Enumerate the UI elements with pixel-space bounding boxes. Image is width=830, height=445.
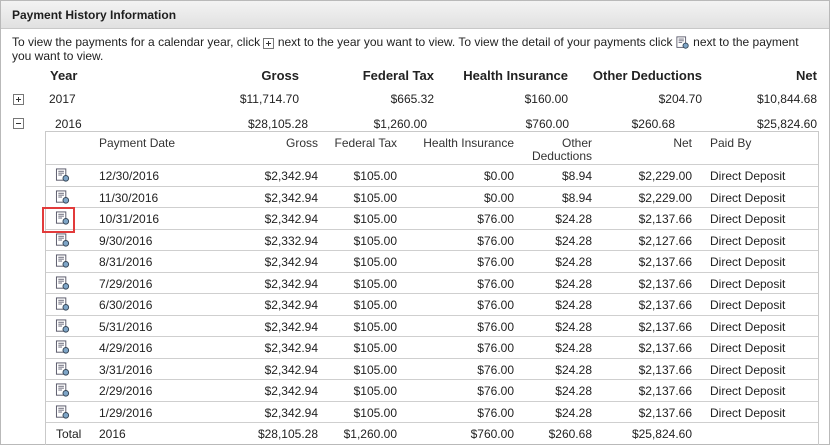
instructions-part2: next to the year you want to view. To view the detail of your payments click xyxy=(277,35,673,50)
payment-gross: $2,342.94 xyxy=(264,212,318,226)
table-row xyxy=(46,401,818,423)
payment-federal-tax: $105.00 xyxy=(353,190,397,205)
year-gross: $28,105.28 xyxy=(247,117,308,131)
col-header-net: Net xyxy=(796,68,817,83)
payment-health-insurance: $76.00 xyxy=(477,384,514,398)
payment-federal-tax: $105.00 xyxy=(353,384,397,398)
payment-federal-tax: $105.00 xyxy=(353,255,397,269)
detail-header-other-line1: Other xyxy=(561,136,592,150)
total-label: Total xyxy=(56,427,82,441)
detail-header-health-insurance: Health Insurance xyxy=(423,136,514,150)
table-row xyxy=(46,186,818,208)
table-row xyxy=(46,358,818,380)
payment-federal-tax: $105.00 xyxy=(353,362,397,377)
payment-gross: $2,342.94 xyxy=(264,319,318,334)
payment-health-insurance: $76.00 xyxy=(477,341,514,355)
year-label[interactable]: 2017 xyxy=(49,92,76,106)
payment-other-deductions: $24.28 xyxy=(555,255,592,269)
payment-gross: $2,342.94 xyxy=(264,276,318,291)
payment-date: 7/29/2016 xyxy=(99,276,153,291)
payment-net: $2,137.66 xyxy=(638,276,692,291)
payment-date: 4/29/2016 xyxy=(99,341,153,355)
total-gross: $28,105.28 xyxy=(257,427,318,441)
payment-federal-tax: $105.00 xyxy=(353,298,397,312)
payment-health-insurance: $0.00 xyxy=(483,190,514,205)
year-federal-tax: $1,260.00 xyxy=(373,117,427,131)
year-other-deductions: $204.70 xyxy=(658,92,702,106)
payment-paid-by: Direct Deposit xyxy=(710,362,786,377)
payment-gross: $2,332.94 xyxy=(264,233,318,248)
payment-net: $2,229.00 xyxy=(638,169,692,183)
total-health-insurance: $760.00 xyxy=(470,427,514,441)
payment-gross: $2,342.94 xyxy=(264,405,318,420)
document-detail-icon[interactable] xyxy=(55,190,71,205)
document-detail-icon[interactable] xyxy=(55,168,71,183)
payment-date: 9/30/2016 xyxy=(99,233,153,248)
payment-net: $2,137.66 xyxy=(638,319,692,334)
instructions-part3: next to the payment you want to view. xyxy=(12,35,799,63)
table-row xyxy=(46,164,818,186)
payment-health-insurance: $76.00 xyxy=(477,233,514,248)
detail-header-federal-tax: Federal Tax xyxy=(334,136,397,150)
payment-paid-by: Direct Deposit xyxy=(710,276,786,291)
detail-header-payment-date: Payment Date xyxy=(99,136,176,150)
year-label[interactable]: 2016 xyxy=(55,117,82,131)
payment-other-deductions: $24.28 xyxy=(555,276,592,291)
table-row xyxy=(46,293,818,315)
instructions-part1: To view the payments for a calendar year, click xyxy=(12,35,261,50)
payment-federal-tax: $105.00 xyxy=(353,341,397,355)
payment-date: 11/30/2016 xyxy=(99,190,159,205)
payment-health-insurance: $76.00 xyxy=(477,405,514,420)
payment-paid-by: Direct Deposit xyxy=(710,190,786,205)
document-detail-icon[interactable] xyxy=(55,319,71,334)
payment-other-deductions: $24.28 xyxy=(555,319,592,334)
col-header-federal-tax: Federal Tax xyxy=(362,68,434,83)
payment-federal-tax: $105.00 xyxy=(353,169,397,183)
payment-other-deductions: $24.28 xyxy=(555,298,592,312)
table-row xyxy=(46,250,818,272)
collapse-icon[interactable] xyxy=(13,118,24,129)
col-header-gross: Gross xyxy=(261,68,299,83)
payment-gross: $2,342.94 xyxy=(264,255,318,269)
year-federal-tax: $665.32 xyxy=(390,92,434,106)
total-net: $25,824.60 xyxy=(631,427,692,441)
detail-header-other-deductions xyxy=(526,137,592,163)
payment-net: $2,137.66 xyxy=(638,298,692,312)
document-detail-icon[interactable] xyxy=(55,254,71,269)
panel-title: Payment History Information xyxy=(12,8,177,22)
table-row xyxy=(46,315,818,337)
payment-paid-by: Direct Deposit xyxy=(710,233,786,248)
payment-federal-tax: $105.00 xyxy=(353,276,397,291)
payment-health-insurance: $76.00 xyxy=(477,212,514,226)
payment-net: $2,137.66 xyxy=(638,255,692,269)
payment-other-deductions: $24.28 xyxy=(555,341,592,355)
document-detail-icon[interactable] xyxy=(55,383,71,398)
payment-date: 1/29/2016 xyxy=(99,405,153,420)
payment-paid-by: Direct Deposit xyxy=(710,405,786,420)
payment-date: 8/31/2016 xyxy=(99,255,153,269)
payment-health-insurance: $76.00 xyxy=(477,255,514,269)
expand-icon[interactable] xyxy=(13,94,24,105)
payment-other-deductions: $24.28 xyxy=(555,405,592,420)
payment-gross: $2,342.94 xyxy=(264,169,318,183)
table-row xyxy=(46,272,818,294)
document-detail-icon[interactable] xyxy=(55,340,71,355)
detail-header-paid-by: Paid By xyxy=(710,136,752,150)
payment-paid-by: Direct Deposit xyxy=(710,255,786,269)
payment-health-insurance: $0.00 xyxy=(483,169,514,183)
payment-paid-by: Direct Deposit xyxy=(710,169,786,183)
year-net: $25,824.60 xyxy=(756,117,817,131)
payment-net: $2,137.66 xyxy=(638,341,692,355)
payment-paid-by: Direct Deposit xyxy=(710,341,786,355)
payment-other-deductions: $8.94 xyxy=(561,169,592,183)
payment-other-deductions: $24.28 xyxy=(555,233,592,248)
year-health-insurance: $760.00 xyxy=(525,117,569,131)
highlight-box xyxy=(42,207,75,233)
year-health-insurance: $160.00 xyxy=(524,92,568,106)
payment-date: 5/31/2016 xyxy=(99,319,153,334)
detail-header-net: Net xyxy=(673,136,692,150)
payment-paid-by: Direct Deposit xyxy=(710,319,786,334)
payment-federal-tax: $105.00 xyxy=(353,319,397,334)
table-row xyxy=(46,379,818,401)
payment-net: $2,127.66 xyxy=(638,233,692,248)
table-row xyxy=(46,207,818,229)
document-detail-icon[interactable] xyxy=(55,233,71,248)
plus-box-icon xyxy=(263,38,274,49)
payment-other-deductions: $24.28 xyxy=(555,362,592,377)
total-row xyxy=(46,422,818,444)
year-other-deductions: $260.68 xyxy=(631,117,675,131)
col-header-health-insurance: Health Insurance xyxy=(463,68,568,83)
year-gross: $11,714.70 xyxy=(239,92,299,106)
payment-net: $2,229.00 xyxy=(638,190,692,205)
payment-date: 3/31/2016 xyxy=(99,362,153,377)
payment-other-deductions: $24.28 xyxy=(555,212,592,226)
payment-federal-tax: $105.00 xyxy=(353,212,397,226)
col-header-year: Year xyxy=(50,68,78,83)
total-year: 2016 xyxy=(99,427,126,441)
payment-date: 12/30/2016 xyxy=(99,169,160,183)
payment-health-insurance: $76.00 xyxy=(477,362,514,377)
detail-header-gross: Gross xyxy=(285,136,318,150)
payment-gross: $2,342.94 xyxy=(264,298,318,312)
payment-net: $2,137.66 xyxy=(638,384,692,398)
payment-other-deductions: $8.94 xyxy=(561,190,592,205)
payment-paid-by: Direct Deposit xyxy=(710,212,786,226)
payment-paid-by: Direct Deposit xyxy=(710,384,786,398)
payment-gross: $2,342.94 xyxy=(264,384,318,398)
document-detail-icon xyxy=(676,36,690,50)
payment-date: 10/31/2016 xyxy=(99,212,160,226)
total-other-deductions: $260.68 xyxy=(548,427,592,441)
payment-gross: $2,342.94 xyxy=(264,190,318,205)
payment-health-insurance: $76.00 xyxy=(477,319,514,334)
panel-header xyxy=(1,1,829,29)
document-detail-icon[interactable] xyxy=(55,362,71,377)
payment-net: $2,137.66 xyxy=(638,405,692,420)
payment-date: 2/29/2016 xyxy=(99,384,153,398)
payment-federal-tax: $105.00 xyxy=(353,233,397,248)
payment-gross: $2,342.94 xyxy=(264,341,318,355)
payment-paid-by: Direct Deposit xyxy=(710,298,786,312)
instructions xyxy=(12,36,812,63)
total-federal-tax: $1,260.00 xyxy=(343,427,397,441)
payment-health-insurance: $76.00 xyxy=(477,276,514,291)
document-detail-icon[interactable] xyxy=(55,276,71,291)
document-detail-icon[interactable] xyxy=(55,297,71,312)
document-detail-icon[interactable] xyxy=(55,405,71,420)
col-header-other-deductions: Other Deductions xyxy=(592,68,702,83)
payment-health-insurance: $76.00 xyxy=(477,298,514,312)
payment-net: $2,137.66 xyxy=(638,212,692,226)
year-net: $10,844.68 xyxy=(756,92,817,106)
payment-federal-tax: $105.00 xyxy=(353,405,397,420)
payments-detail-table xyxy=(45,131,819,445)
payment-gross: $2,342.94 xyxy=(264,362,318,377)
table-row xyxy=(46,336,818,358)
detail-header-other-line2: Deductions xyxy=(531,149,592,163)
payment-other-deductions: $24.28 xyxy=(555,384,592,398)
payment-net: $2,137.66 xyxy=(638,362,692,377)
table-row xyxy=(46,229,818,251)
payment-date: 6/30/2016 xyxy=(99,298,153,312)
